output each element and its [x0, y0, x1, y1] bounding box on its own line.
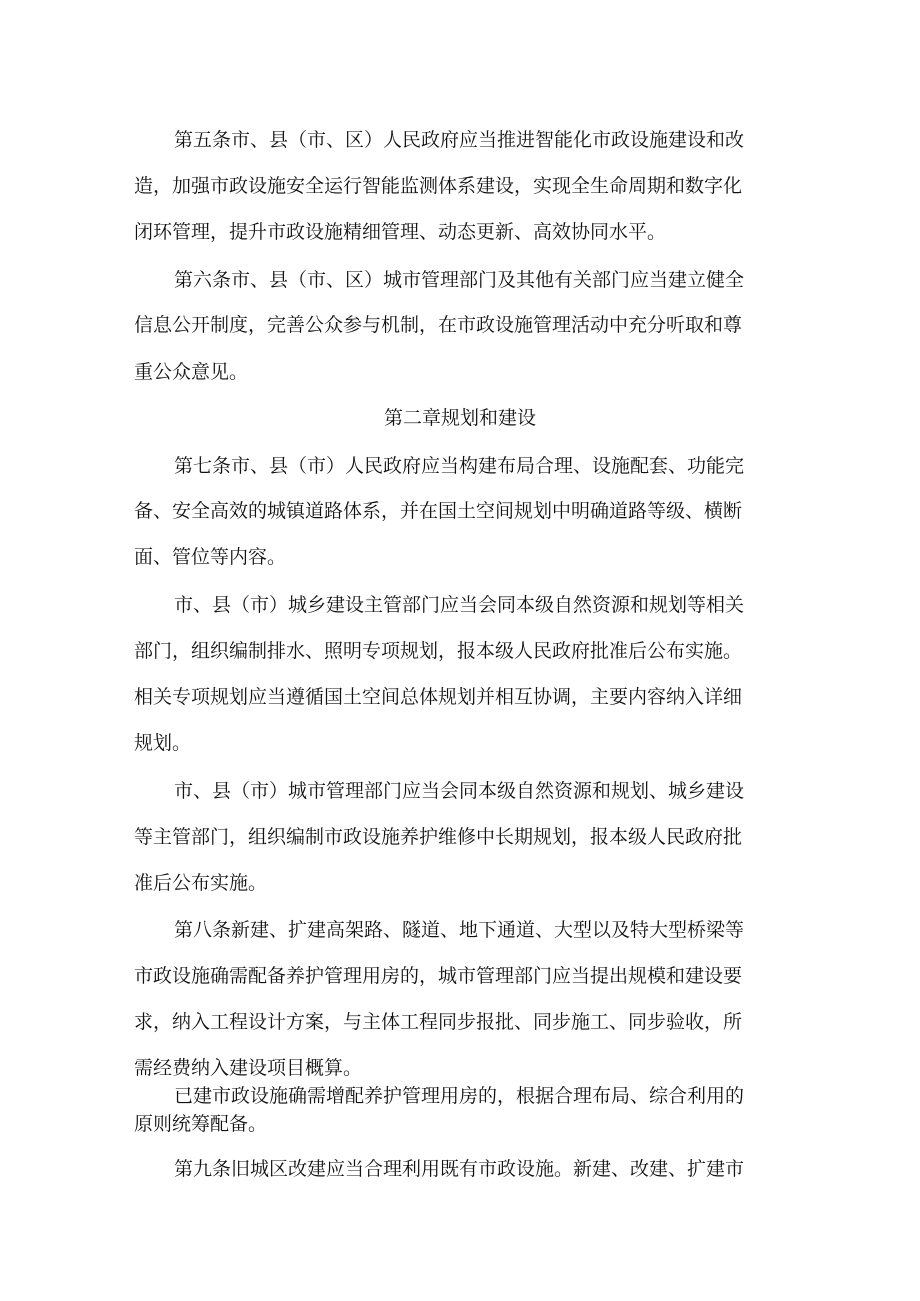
text-line: 市、县（市）城市管理部门应当会同本级自然资源和规划、城乡建设: [174, 780, 745, 802]
text-line: 第九条旧城区改建应当合理利用既有市政设施。新建、改建、扩建市: [174, 1158, 745, 1180]
text-line: 原则统筹配备。: [134, 1113, 268, 1135]
article-7-line-2: [0, 499, 920, 523]
article-5-line-1: [0, 128, 920, 152]
article-8-para-2-line-2: [0, 1112, 920, 1136]
chapter-heading: 第二章规划和建设: [383, 407, 536, 429]
article-6-line-1: [0, 268, 920, 292]
article-8-line-4: [0, 1056, 920, 1080]
article-7-para-3-line-3: [0, 871, 920, 895]
chapter-2-title: [0, 406, 920, 430]
text-line: 面、管位等内容。: [134, 546, 287, 568]
text-line: 已建市政设施确需增配养护管理用房的，根据合理布局、综合利用的: [174, 1085, 745, 1107]
text-line: 第五条市、县（市、区）人民政府应当推进智能化市政设施建设和改: [174, 129, 745, 151]
article-7-line-3: [0, 545, 920, 569]
text-line: 重公众意见。: [134, 361, 249, 383]
text-line: 规划。: [134, 732, 192, 754]
text-line: 部门，组织编制排水、照明专项规划，报本级人民政府批准后公布实施。: [134, 640, 743, 662]
text-line: 闭环管理，提升市政设施精细管理、动态更新、高效协同水平。: [134, 221, 667, 243]
text-line: 市、县（市）城乡建设主管部门应当会同本级自然资源和规划等相关: [174, 594, 745, 616]
article-5-line-3: [0, 220, 920, 244]
article-8-line-3: [0, 1010, 920, 1034]
text-line: 相关专项规划应当遵循国土空间总体规划并相互协调，主要内容纳入详细: [134, 686, 743, 708]
article-7-para-3-line-1: [0, 779, 920, 803]
article-8-para-2-line-1: [0, 1084, 920, 1108]
article-7-line-1: [0, 454, 920, 478]
text-line: 造，加强市政设施安全运行智能监测体系建设，实现全生命周期和数字化: [134, 175, 743, 197]
text-line: 备、安全高效的城镇道路体系，并在国土空间规划中明确道路等级、横断: [134, 500, 743, 522]
text-line: 准后公布实施。: [134, 872, 268, 894]
article-7-para-3-line-2: [0, 825, 920, 849]
text-line: 第八条新建、扩建高架路、隧道、地下通道、大型以及特大型桥梁等: [174, 919, 745, 941]
text-line: 需经费纳入建设项目概算。: [134, 1057, 363, 1079]
text-line: 等主管部门，组织编制市政设施养护维修中长期规划，报本级人民政府批: [134, 826, 743, 848]
text-line: 求，纳入工程设计方案，与主体工程同步报批、同步施工、同步验收，所: [134, 1011, 743, 1033]
article-7-para-2-line-3: [0, 685, 920, 709]
article-7-para-2-line-4: [0, 731, 920, 755]
article-8-line-1: [0, 918, 920, 942]
article-7-para-2-line-2: [0, 639, 920, 663]
article-6-line-2: [0, 313, 920, 337]
article-5-line-2: [0, 174, 920, 198]
article-6-line-3: [0, 360, 920, 384]
text-line: 第七条市、县（市）人民政府应当构建布局合理、设施配套、功能完: [174, 455, 745, 477]
text-line: 信息公开制度，完善公众参与机制，在市政设施管理活动中充分听取和尊: [134, 314, 743, 336]
article-9-line-1: [0, 1157, 920, 1181]
article-8-line-2: [0, 964, 920, 988]
text-line: 第六条市、县（市、区）城市管理部门及其他有关部门应当建立健全: [174, 269, 745, 291]
text-line: 市政设施确需配备养护管理用房的，城市管理部门应当提出规模和建设要: [134, 965, 743, 987]
article-7-para-2-line-1: [0, 593, 920, 617]
